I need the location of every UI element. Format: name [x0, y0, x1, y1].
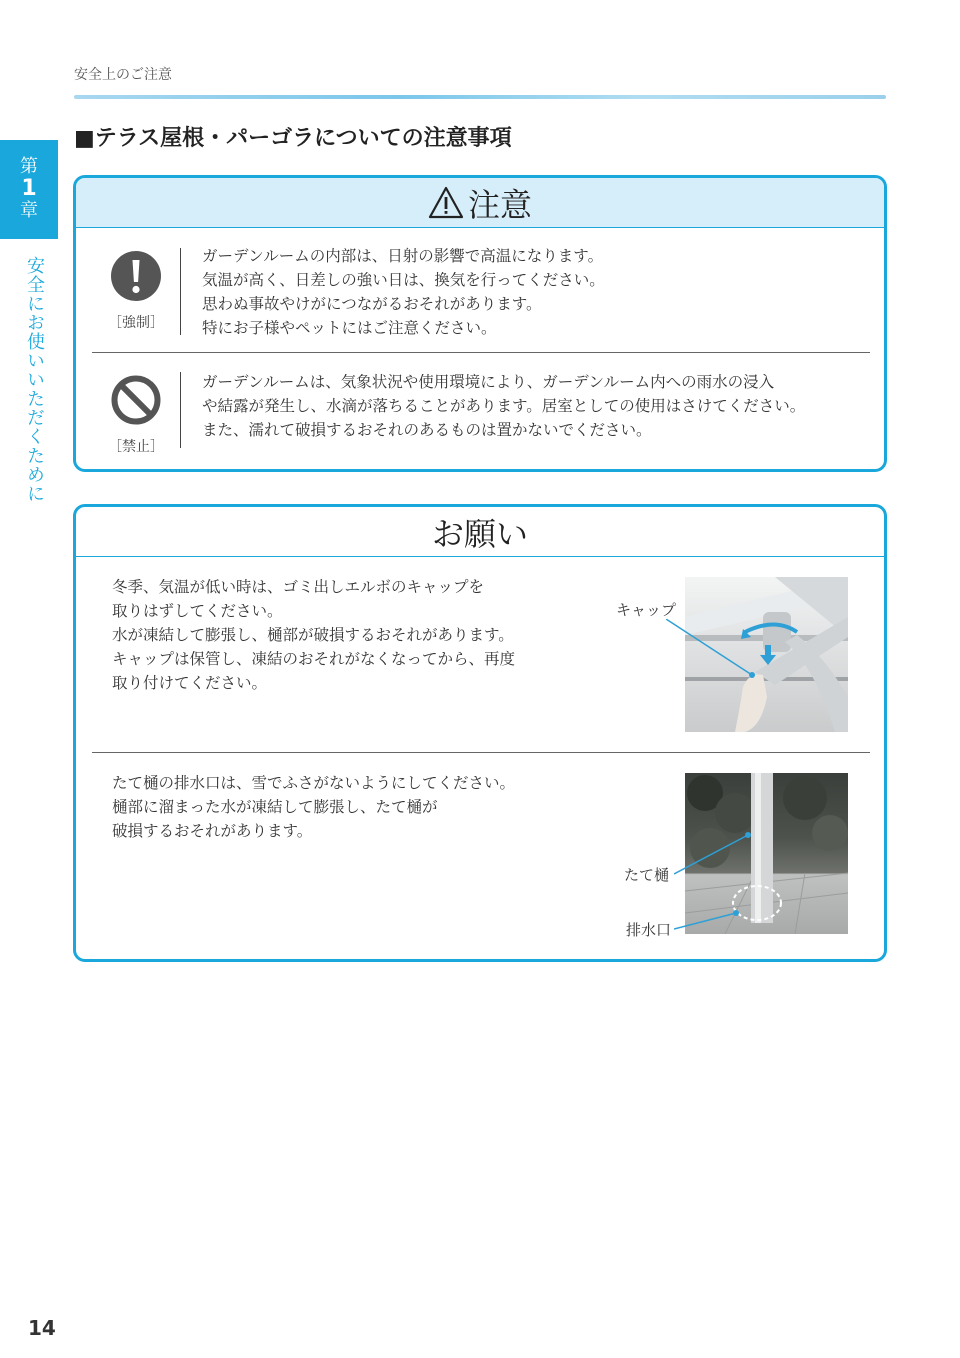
page-number: 14: [28, 1316, 56, 1340]
chapter-tab-number: 1: [21, 176, 37, 201]
running-head: 安全上のご注意: [74, 67, 172, 83]
text-line: ガーデンルームは、気象状況や使用環境により、ガーデンルーム内への雨水の浸入: [202, 373, 775, 391]
callout-leader-lines: [674, 829, 754, 934]
row-separator: [92, 752, 870, 753]
text-line: 取りはずしてください。: [112, 602, 283, 620]
caution-heading: 注意: [467, 185, 532, 224]
prohibited-label: ［禁止］: [108, 439, 164, 455]
row-separator: [92, 352, 870, 353]
prohibited-icon-group: [106, 374, 166, 456]
text-line: 樋部に溜まった水が凍結して膨張し、たて樋が: [112, 798, 438, 816]
item-divider-line: [180, 248, 181, 335]
warning-triangle-icon: [428, 186, 464, 220]
caution-box: [73, 175, 887, 472]
mandatory-icon-group: [106, 250, 166, 332]
callout-leader-line: [666, 619, 756, 679]
prohibited-icon: [110, 374, 162, 426]
text-line: ガーデンルームの内部は、日射の影響で高温になります。: [202, 247, 604, 265]
request-message-1: [112, 575, 515, 695]
mandatory-label: ［強制］: [108, 315, 164, 331]
text-line: や結露が発生し、水滴が落ちることがあります。居室としての使用はさけてください。: [202, 397, 806, 415]
text-line: 思わぬ事故やけがにつながるおそれがあります。: [202, 295, 542, 313]
chapter-tab-suffix: 章: [20, 200, 38, 221]
request-heading: お願い: [431, 514, 528, 553]
text-line: 水が凍結して膨張し、樋部が破損するおそれがあります。: [112, 626, 514, 644]
callout-cap: キャップ: [616, 601, 677, 619]
callout-downspout: たて樋: [624, 866, 670, 884]
text-line: 取り付けてください。: [112, 674, 268, 692]
text-line: たて樋の排水口は、雪でふさがないようにしてください。: [112, 774, 516, 792]
text-line: 冬季、気温が低い時は、ゴミ出しエルボのキャップを: [112, 578, 485, 596]
header-rule: [74, 95, 886, 99]
text-line: また、濡れて破損するおそれのあるものは置かないでください。: [202, 421, 652, 439]
item-divider-line: [180, 372, 181, 448]
request-box: [73, 504, 887, 962]
caution-header: [76, 178, 884, 228]
chapter-tab-prefix: 第: [20, 156, 38, 177]
text-line: キャップは保管し、凍結のおそれがなくなってから、再度: [112, 650, 516, 668]
text-line: 気温が高く、日差しの強い日は、換気を行ってください。: [202, 271, 605, 289]
request-header: [76, 507, 884, 557]
caution-message-2: [202, 370, 805, 442]
section-title: ■テラス屋根・パーゴラについての注意事項: [74, 126, 512, 151]
chapter-tab[interactable]: [0, 140, 58, 239]
text-line: 破損するおそれがあります。: [112, 822, 313, 840]
text-line: 特にお子様やペットにはご注意ください。: [202, 319, 497, 337]
request-message-2: [112, 771, 515, 843]
chapter-vertical-title: 安全にお使いいただくために: [24, 256, 45, 503]
caution-message-1: [202, 244, 605, 340]
exclamation-circle-icon: [110, 250, 162, 302]
callout-drain-outlet: 排水口: [626, 921, 672, 939]
